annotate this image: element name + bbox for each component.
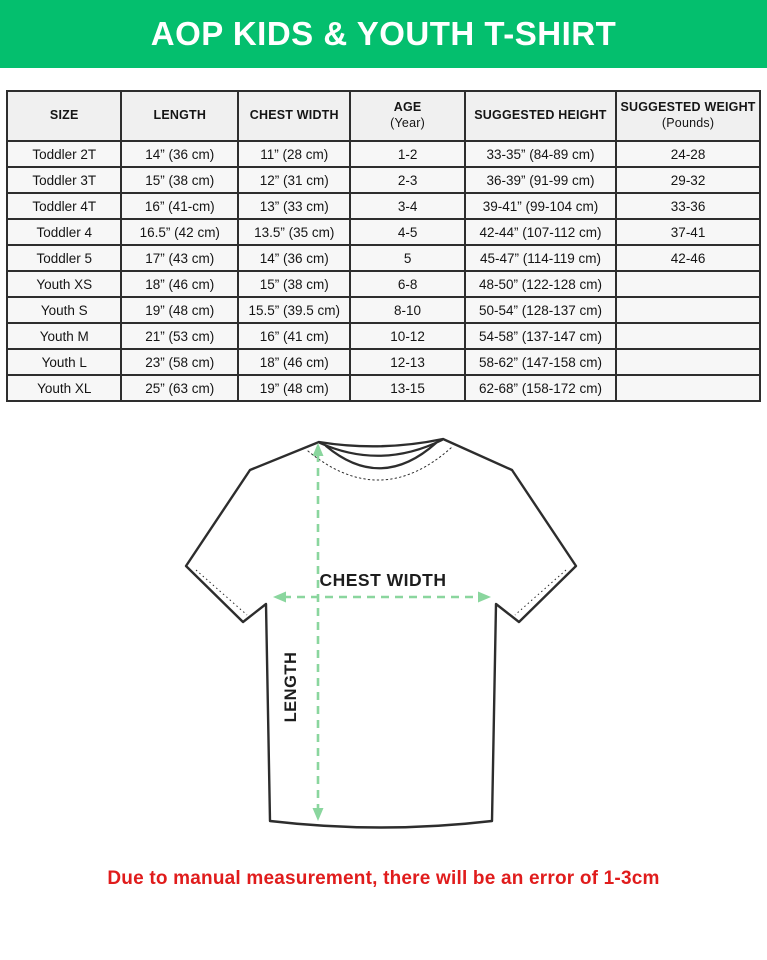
cell-size: Toddler 5 — [7, 245, 121, 271]
cell-chest-width: 19” (48 cm) — [238, 375, 350, 401]
cell-suggested-height: 33-35” (84-89 cm) — [465, 141, 616, 167]
column-header-chest-width — [238, 91, 350, 141]
cell-chest-width: 15.5” (39.5 cm) — [238, 297, 350, 323]
table-row — [7, 245, 760, 271]
cell-size: Toddler 4 — [7, 219, 121, 245]
title-banner — [0, 0, 767, 68]
table-row — [7, 141, 760, 167]
column-sublabel: (Pounds) — [661, 116, 715, 130]
cell-suggested-height: 39-41” (99-104 cm) — [465, 193, 616, 219]
column-label: SUGGESTED WEIGHT — [620, 100, 756, 115]
cell-chest-width: 13.5” (35 cm) — [238, 219, 350, 245]
column-header-suggested-height — [465, 91, 616, 141]
cell-suggested-height: 45-47” (114-119 cm) — [465, 245, 616, 271]
cell-length: 17” (43 cm) — [121, 245, 238, 271]
table-row — [7, 375, 760, 401]
cell-size: Toddler 4T — [7, 193, 121, 219]
cell-chest-width: 11” (28 cm) — [238, 141, 350, 167]
cell-chest-width: 14” (36 cm) — [238, 245, 350, 271]
cell-length: 23” (58 cm) — [121, 349, 238, 375]
cell-length: 25” (63 cm) — [121, 375, 238, 401]
cell-size: Toddler 2T — [7, 141, 121, 167]
cell-age: 3-4 — [350, 193, 464, 219]
cell-suggested-height: 58-62” (147-158 cm) — [465, 349, 616, 375]
cell-suggested-weight — [616, 349, 760, 375]
table-row — [7, 323, 760, 349]
cell-length: 15” (38 cm) — [121, 167, 238, 193]
column-label: CHEST WIDTH — [249, 108, 339, 123]
cell-age: 10-12 — [350, 323, 464, 349]
column-header-length — [121, 91, 238, 141]
cell-suggested-height: 50-54” (128-137 cm) — [465, 297, 616, 323]
cell-size: Youth XS — [7, 271, 121, 297]
cell-age: 1-2 — [350, 141, 464, 167]
cell-suggested-weight: 24-28 — [616, 141, 760, 167]
cell-length: 14” (36 cm) — [121, 141, 238, 167]
cell-size: Toddler 3T — [7, 167, 121, 193]
table-row — [7, 193, 760, 219]
cell-length: 16” (41-cm) — [121, 193, 238, 219]
length-label: LENGTH — [281, 651, 300, 723]
cell-age: 2-3 — [350, 167, 464, 193]
table-row — [7, 271, 760, 297]
table-header-row — [7, 91, 760, 141]
cell-suggested-weight: 37-41 — [616, 219, 760, 245]
cell-chest-width: 18” (46 cm) — [238, 349, 350, 375]
cell-suggested-weight — [616, 375, 760, 401]
cell-age: 5 — [350, 245, 464, 271]
cell-age: 8-10 — [350, 297, 464, 323]
cell-size: Youth L — [7, 349, 121, 375]
column-header-size — [7, 91, 121, 141]
cell-chest-width: 12” (31 cm) — [238, 167, 350, 193]
table-row — [7, 167, 760, 193]
cell-length: 16.5” (42 cm) — [121, 219, 238, 245]
cell-size: Youth XL — [7, 375, 121, 401]
cell-suggested-height: 54-58” (137-147 cm) — [465, 323, 616, 349]
column-label: SIZE — [49, 108, 79, 123]
table-row — [7, 219, 760, 245]
cell-size: Youth S — [7, 297, 121, 323]
cell-suggested-height: 36-39” (91-99 cm) — [465, 167, 616, 193]
page-title: AOP KIDS & YOUTH T-SHIRT — [150, 15, 617, 52]
cell-suggested-weight: 29-32 — [616, 167, 760, 193]
column-label: SUGGESTED HEIGHT — [474, 108, 607, 123]
chest-width-label: CHEST WIDTH — [318, 570, 447, 590]
cell-suggested-weight: 33-36 — [616, 193, 760, 219]
column-sublabel: (Year) — [390, 116, 425, 130]
cell-length: 21” (53 cm) — [121, 323, 238, 349]
cell-suggested-height: 62-68” (158-172 cm) — [465, 375, 616, 401]
tshirt-outline — [186, 439, 576, 828]
tshirt-diagram-svg — [169, 406, 599, 854]
cell-age: 4-5 — [350, 219, 464, 245]
column-header-suggested-weight — [616, 91, 760, 141]
cell-length: 18” (46 cm) — [121, 271, 238, 297]
size-chart-table — [6, 90, 761, 402]
table-row — [7, 297, 760, 323]
column-label: LENGTH — [153, 108, 207, 123]
cell-suggested-height: 48-50” (122-128 cm) — [465, 271, 616, 297]
cell-suggested-weight: 42-46 — [616, 245, 760, 271]
cell-age: 6-8 — [350, 271, 464, 297]
cell-suggested-height: 42-44” (107-112 cm) — [465, 219, 616, 245]
cell-size: Youth M — [7, 323, 121, 349]
cell-chest-width: 13” (33 cm) — [238, 193, 350, 219]
column-label: AGE — [393, 100, 422, 115]
cell-suggested-weight — [616, 271, 760, 297]
cell-suggested-weight — [616, 297, 760, 323]
cell-suggested-weight — [616, 323, 760, 349]
cell-age: 12-13 — [350, 349, 464, 375]
tshirt-measurement-diagram — [0, 406, 767, 854]
cell-chest-width: 15” (38 cm) — [238, 271, 350, 297]
cell-length: 19” (48 cm) — [121, 297, 238, 323]
column-header-age — [350, 91, 464, 141]
cell-age: 13-15 — [350, 375, 464, 401]
measurement-disclaimer: Due to manual measurement, there will be an error of 1-3cm — [107, 868, 660, 889]
table-row — [7, 349, 760, 375]
cell-chest-width: 16” (41 cm) — [238, 323, 350, 349]
